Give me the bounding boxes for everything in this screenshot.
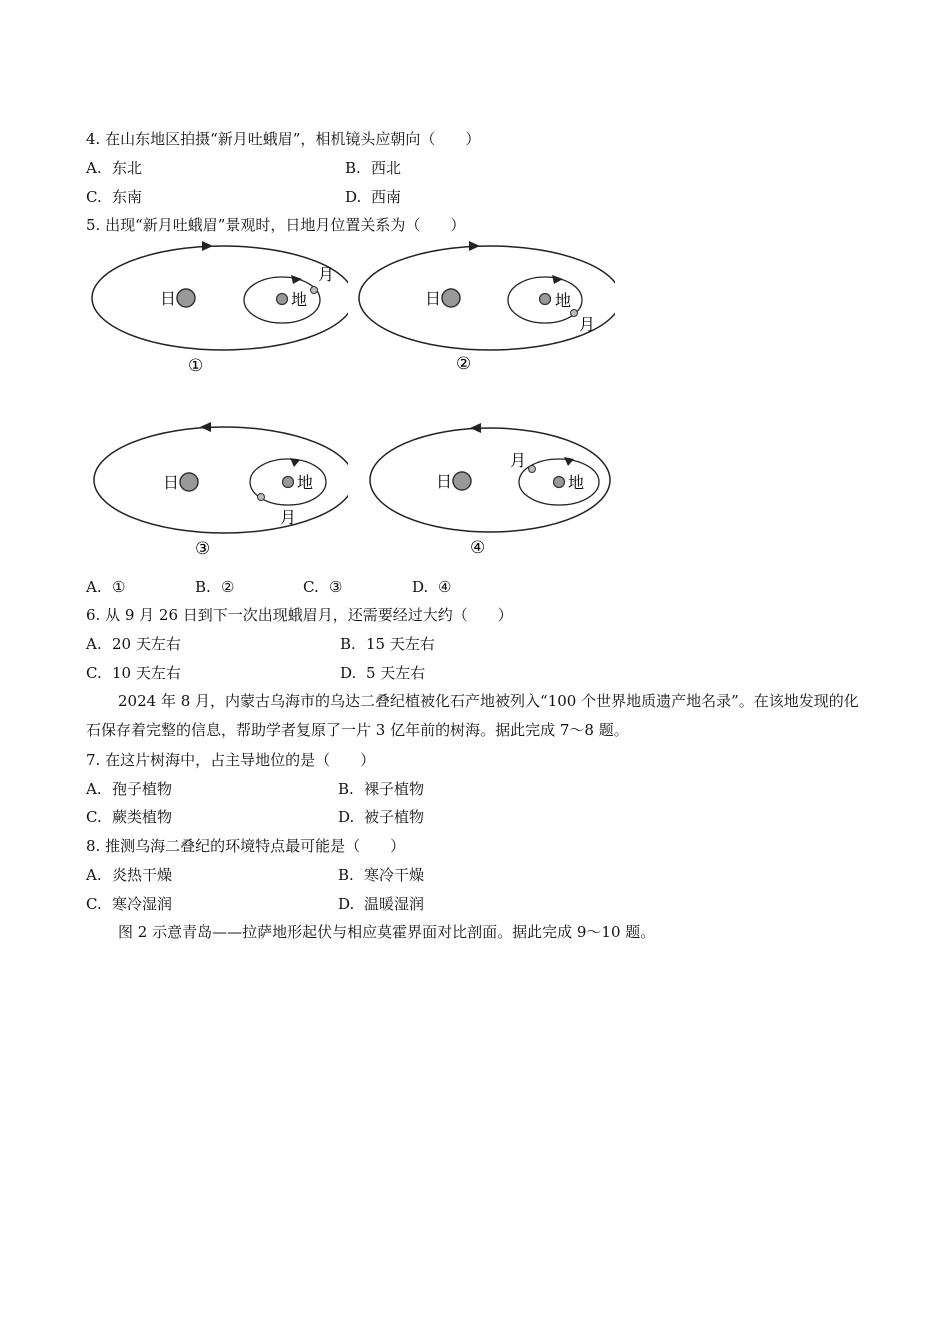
sun-label: 日 [425, 289, 442, 308]
earth-icon [283, 477, 294, 488]
moon-label: 月 [510, 451, 527, 470]
orbit-diagram-1 [88, 240, 348, 375]
orbit-direction-arrow [202, 241, 213, 251]
q8-option-c[interactable]: C. 寒冷湿润 [86, 895, 173, 913]
q5-option-b[interactable]: B. ② [195, 578, 235, 596]
moon-orbit-arrow [564, 457, 574, 466]
panel-number-2: ② [456, 354, 472, 374]
q6-option-d[interactable]: D. 5 天左右 [340, 664, 426, 682]
panel-number-3: ③ [195, 539, 211, 559]
sun-label: 日 [160, 289, 177, 308]
moon-label: 月 [280, 508, 297, 527]
q6-option-c[interactable]: C. 10 天左右 [86, 664, 181, 682]
earth-label: 地 [555, 291, 572, 310]
orbit-direction-arrow [200, 422, 211, 432]
moon-icon [529, 466, 536, 473]
moon-label: 月 [579, 315, 596, 334]
earth-icon [540, 294, 551, 305]
sun-icon [453, 472, 471, 490]
panel-number-4: ④ [470, 538, 486, 558]
q5-option-a[interactable]: A. ① [86, 578, 126, 596]
q4-option-c[interactable]: C. 东南 [86, 188, 143, 206]
q4-option-a[interactable]: A. 东北 [86, 159, 143, 177]
q7-option-c[interactable]: C. 蕨类植物 [86, 808, 173, 826]
sun-icon [442, 289, 460, 307]
earth-orbit [359, 246, 615, 350]
moon-icon [311, 287, 318, 294]
moon-icon [258, 494, 265, 501]
q7-stem: 7. 在这片树海中，占主导地位的是（ ） [86, 751, 376, 769]
sun-icon [177, 289, 195, 307]
earth-label: 地 [568, 473, 585, 492]
q7-option-a[interactable]: A. 孢子植物 [86, 780, 173, 798]
q5-option-d[interactable]: D. ④ [412, 578, 452, 596]
moon-icon [571, 310, 578, 317]
sun-label: 日 [163, 473, 180, 492]
passage-9-10: 图 2 示意青岛——拉萨地形起伏与相应莫霍界面对比剖面。据此完成 9～10 题。 [118, 923, 656, 941]
earth-orbit [92, 246, 348, 350]
orbit-diagram-3 [88, 420, 348, 560]
q7-option-b[interactable]: B. 裸子植物 [338, 780, 425, 798]
orbit-direction-arrow [470, 423, 481, 433]
q6-option-a[interactable]: A. 20 天左右 [86, 635, 181, 653]
q8-stem: 8. 推测乌海二叠纪的环境特点最可能是（ ） [86, 837, 406, 855]
q8-option-b[interactable]: B. 寒冷干燥 [338, 866, 425, 884]
orbit-diagram-4 [366, 420, 626, 560]
orbit-diagram-2 [355, 240, 615, 375]
q8-option-a[interactable]: A. 炎热干燥 [86, 866, 173, 884]
q5-option-c[interactable]: C. ③ [303, 578, 343, 596]
sun-icon [180, 473, 198, 491]
q5-stem: 5. 出现“新月吐蛾眉”景观时，日地月位置关系为（ ） [86, 216, 466, 234]
earth-icon [554, 477, 565, 488]
panel-number-1: ① [188, 356, 204, 375]
orbit-direction-arrow [469, 241, 480, 251]
earth-icon [277, 294, 288, 305]
q6-stem: 6. 从 9 月 26 日到下一次出现蛾眉月，还需要经过大约（ ） [86, 606, 513, 624]
q4-option-d[interactable]: D. 西南 [345, 188, 402, 206]
earth-label: 地 [297, 473, 314, 492]
moon-label: 月 [318, 265, 335, 284]
q8-option-d[interactable]: D. 温暖湿润 [338, 895, 425, 913]
earth-label: 地 [291, 290, 308, 309]
q6-option-b[interactable]: B. 15 天左右 [340, 635, 435, 653]
q7-option-d[interactable]: D. 被子植物 [338, 808, 425, 826]
q4-stem: 4. 在山东地区拍摄“新月吐蛾眉”，相机镜头应朝向（ ） [86, 130, 481, 148]
moon-orbit-arrow [552, 275, 563, 284]
q4-option-b[interactable]: B. 西北 [345, 159, 402, 177]
sun-label: 日 [436, 472, 453, 491]
passage-7-8: 2024 年 8 月，内蒙古乌海市的乌达二叠纪植被化石产地被列入“100 个世界地质遗产地名录”。在该地发现的化石保存着完整的信息，帮助学者复原了一片 3 亿年前的树海。据此完成 7～8 题。 [86, 692, 859, 739]
moon-orbit-arrow [291, 275, 302, 284]
